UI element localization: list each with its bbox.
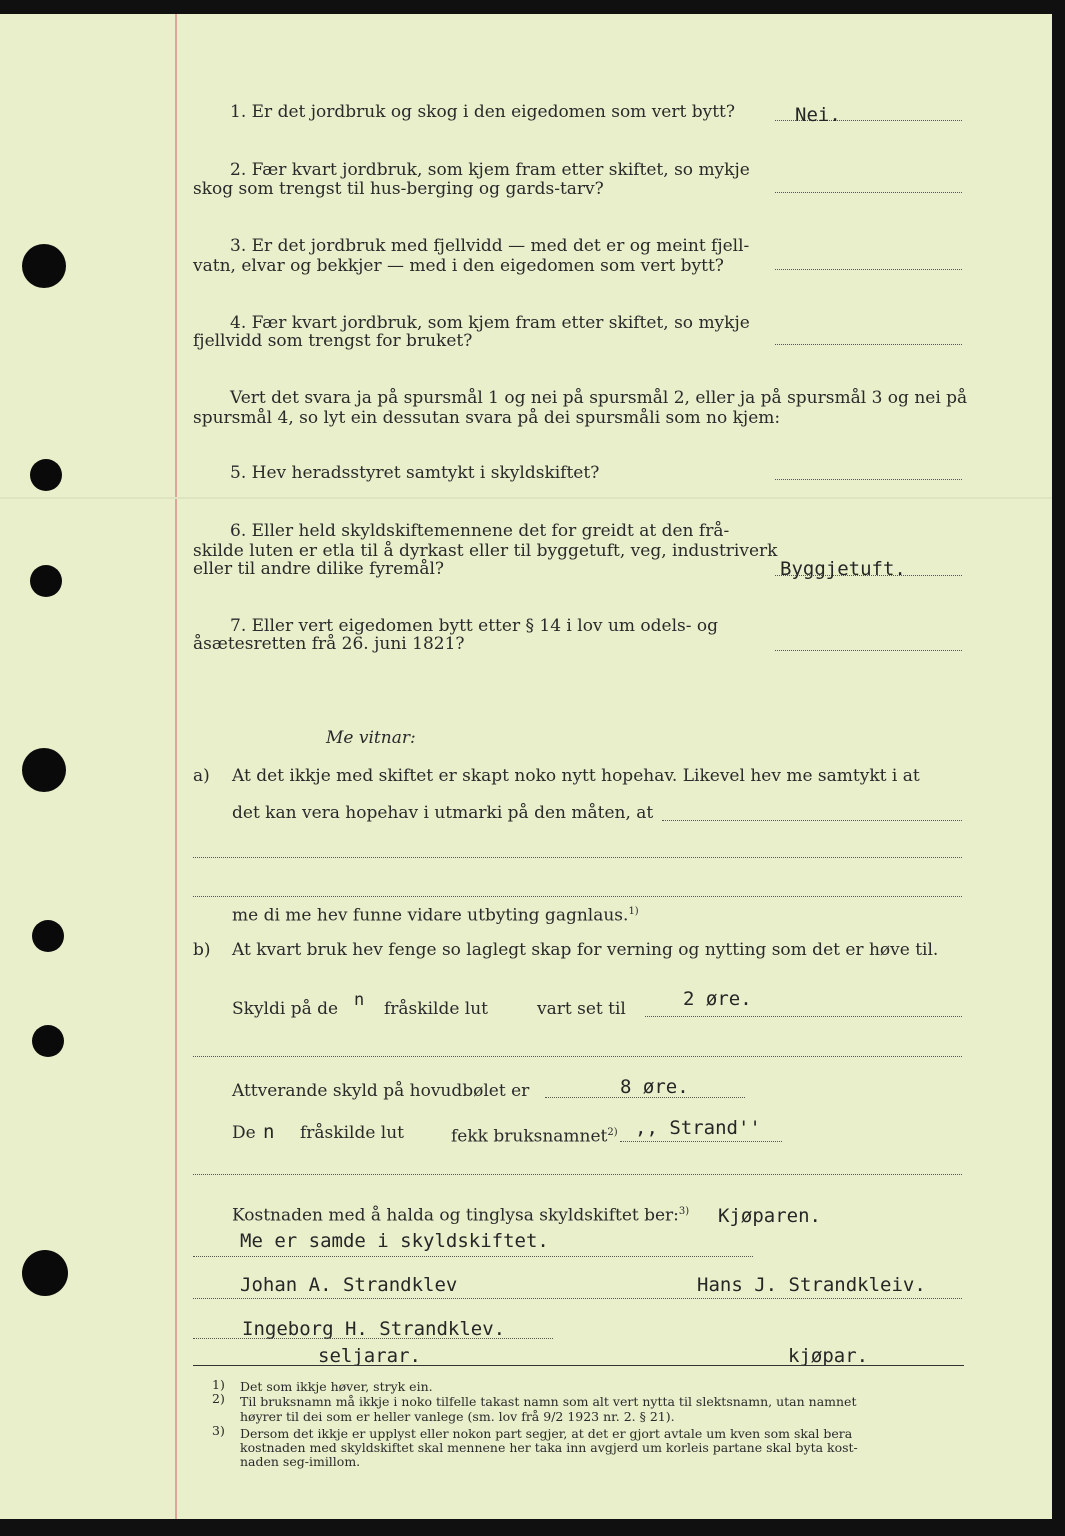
question-2-line2: skog som trengst til hus-berging og gards-tarv?	[193, 179, 604, 199]
signature-line-2	[193, 1338, 553, 1339]
footnote-3-line2: kostnaden med skyldskiftet skal mennene her taka inn avgjerd um korleis partane skal byta kost-	[240, 1440, 858, 1455]
footnote-3-line1: Dersom det ikkje er upplyst eller nokon part segjer, at det er gjort avtale um kven som skal bera	[240, 1426, 853, 1441]
fill-line-a1	[662, 820, 962, 821]
bruksnamn-label-b: fråskilde lut	[300, 1123, 405, 1143]
footnote-3-num: 3)	[212, 1423, 225, 1438]
question-6-line3: eller til andre dilike fyremål?	[193, 559, 445, 579]
skyld-n: n	[354, 990, 365, 1010]
punch-hole	[30, 565, 62, 597]
signature-line-1	[193, 1298, 962, 1299]
punch-hole	[30, 459, 62, 491]
answer-line-2	[775, 192, 962, 193]
answer-1: Nei.	[795, 104, 841, 126]
question-7-line1: 7. Eller vert eigedomen bytt etter § 14 i lov um odels- og	[230, 616, 719, 636]
footnote-2-line1: Til bruksnamn må ikkje i noko tilfelle takast namn som alt vert nytta til slektsnamn, utan namnet	[240, 1394, 857, 1409]
question-6-line1: 6. Eller held skyldskiftemennene det for greidt at den frå-	[230, 521, 730, 541]
punch-hole	[22, 748, 66, 792]
fill-line-a3	[193, 896, 962, 897]
signature-buyer-1: Hans J. Strandkleiv.	[697, 1274, 926, 1296]
vitnar-b-line1: At kvart bruk hev fenge so laglegt skap for verning og nytting som det er høve til.	[232, 940, 939, 960]
footnote-2-num: 2)	[212, 1391, 225, 1406]
footnote-3-line3: naden seg-imillom.	[240, 1454, 361, 1469]
skyld-label-b: fråskilde lut	[384, 999, 489, 1019]
bruksnamn-value: ,, Strand''	[635, 1117, 761, 1139]
answer-line-4	[775, 344, 962, 345]
vitnar-a-line2: det kan vera hopehav i utmarki på den måten, at	[232, 803, 654, 823]
vitnar-a-line1: At det ikkje med skiftet er skapt noko nytt hopehav. Likevel hev me samtykt i at	[232, 766, 920, 786]
punch-hole	[22, 244, 66, 288]
question-7-line2: åsætesretten frå 26. juni 1821?	[193, 634, 465, 654]
question-6-line2: skilde luten er etla til å dyrkast eller til byggetuft, veg, industriverk	[193, 541, 778, 561]
footnote-1: Det som ikkje høver, stryk ein.	[240, 1379, 433, 1394]
vitnar-a-line3: me di me hev funne vidare utbyting gagnlaus.$^{1)}$	[232, 905, 639, 926]
conditional-line1: Vert det svara ja på spursmål 1 og nei på spursmål 2, eller ja på spursmål 3 og nei på	[230, 388, 968, 408]
vitnar-b-marker: b)	[193, 940, 211, 960]
page-fold	[0, 497, 1052, 499]
punch-hole	[32, 920, 64, 952]
bruksnamn-label-c: fekk bruksnamnet$^{2)}$	[451, 1126, 618, 1147]
question-4-line2: fjellvidd som trengst for bruket?	[193, 331, 473, 351]
margin-rule	[175, 14, 177, 1519]
answer-line-3	[775, 269, 962, 270]
question-3-line2: vatn, elvar og bekkjer — med i den eigedomen som vert bytt?	[193, 256, 724, 276]
conditional-line2: spursmål 4, so lyt ein dessutan svara på dei spursmåli som no kjem:	[193, 408, 781, 428]
bruksnamn-n: n	[263, 1121, 275, 1143]
skyld-line	[645, 1016, 962, 1017]
answer-line-7	[775, 650, 962, 651]
punch-hole	[32, 1025, 64, 1057]
attverande-label: Attverande skyld på hovudbølet er	[232, 1081, 530, 1101]
question-1: 1. Er det jordbruk og skog i den eigedomen som vert bytt?	[230, 102, 735, 122]
question-2-line1: 2. Fær kvart jordbruk, som kjem fram etter skiftet, so mykje	[230, 160, 750, 180]
answer-line-5	[775, 479, 962, 480]
kostnad-label: Kostnaden med å halda og tinglysa skyldskiftet ber:$^{3)}$	[232, 1205, 690, 1226]
kostnad-value: Kjøparen.	[718, 1205, 821, 1227]
question-5: 5. Hev heradsstyret samtykt i skyldskiftet?	[230, 463, 600, 483]
bruksnamn-line	[620, 1141, 782, 1142]
signature-rule	[193, 1365, 964, 1366]
role-sellers: seljarar.	[318, 1345, 421, 1367]
skyld-label-c: vart set til	[537, 999, 626, 1019]
fill-line-skyld2	[193, 1056, 962, 1057]
fill-line-bruk2	[193, 1174, 962, 1175]
role-buyer: kjøpar.	[788, 1345, 869, 1367]
agreement-text: Me er samde i skyldskiftet.	[240, 1230, 549, 1252]
vitnar-a-marker: a)	[193, 766, 210, 786]
question-4-line1: 4. Fær kvart jordbruk, som kjem fram etter skiftet, so mykje	[230, 313, 750, 333]
agreement-line	[193, 1256, 753, 1257]
footnote-2-line2: høyrer til dei som er heller vanlege (sm. lov frå 9/2 1923 nr. 2. § 21).	[240, 1409, 675, 1424]
attverande-value: 8 øre.	[620, 1076, 689, 1098]
bruksnamn-label-a: De	[232, 1123, 256, 1143]
signature-seller-2: Ingeborg H. Strandklev.	[242, 1318, 506, 1340]
fill-line-a2	[193, 857, 962, 858]
vitnar-heading: Me vitnar:	[326, 728, 416, 748]
answer-6: Byggjetuft.	[780, 558, 906, 580]
skyld-value: 2 øre.	[683, 988, 752, 1010]
question-3-line1: 3. Er det jordbruk med fjellvidd — med det er og meint fjell-	[230, 236, 750, 256]
footnote-1-num: 1)	[212, 1377, 225, 1392]
punch-hole	[22, 1250, 68, 1296]
signature-seller-1: Johan A. Strandklev	[240, 1274, 458, 1296]
skyld-label: Skyldi på de	[232, 999, 339, 1019]
